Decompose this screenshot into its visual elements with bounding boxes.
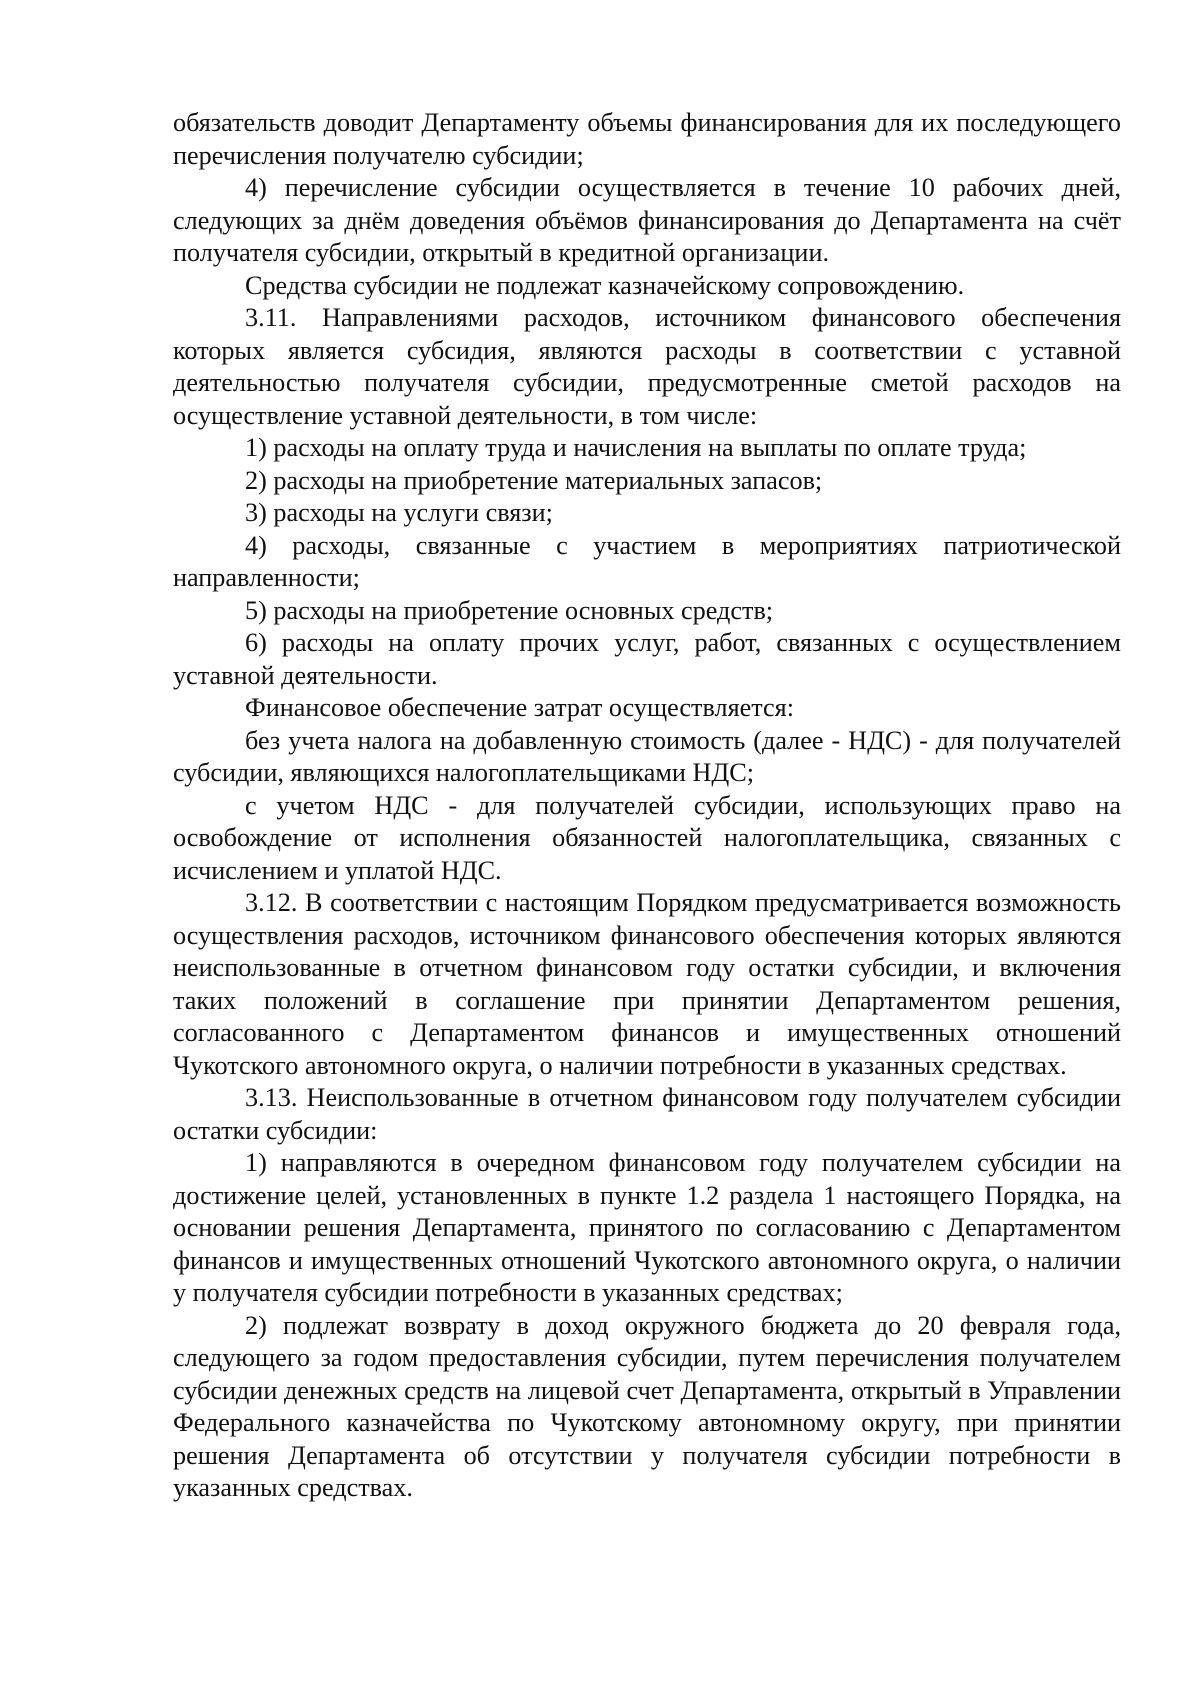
list-item-expense-1: 1) расходы на оплату труда и начисления на выплаты по оплате труда;	[245, 433, 1027, 462]
paragraph-without-vat: без учета налога на добавленную стоимость (далее - НДС) - для получателей субсидии, являющихся налогоплательщиками НДС;	[173, 725, 1121, 787]
list-item-remainder-2: 2) подлежат возврату в доход окружного бюджета до 20 февраля года, следующего за годом предоставления субсидии, путем перечисления получателем субсидии денежных средств на лицевой счет Департамента, открытый в Управлении Федерального казначейства по Чукотскому автономному округу, при принятии решения Департамента об отсутствии у получателя субсидии потребности в указанных средствах.	[173, 1310, 1121, 1502]
paragraph-3-13: 3.13. Неиспользованные в отчетном финансовом году получателем субсидии остатки субсидии:	[173, 1083, 1121, 1145]
list-item-expense-2: 2) расходы на приобретение материальных запасов;	[245, 465, 823, 495]
paragraph-3-11: 3.11. Направлениями расходов, источником финансового обеспечения которых является субсидия, являются расходы в соответствии с уставной деятельностью получателя субсидии, предусмотренные сметой расходов на осуществление уставной деятельности, в том числе:	[173, 303, 1121, 430]
list-item-expense-5: 5) расходы на приобретение основных средств;	[245, 595, 774, 625]
paragraph-financing-intro: Финансовое обеспечение затрат осуществляется:	[245, 693, 794, 722]
paragraph-with-vat: с учетом НДС - для получателей субсидии, использующих право на освобождение от исполнения обязанностей налогоплательщика, связанных с исчислением и уплатой НДС.	[173, 790, 1121, 885]
list-item-expense-6: 6) расходы на оплату прочих услуг, работ, связанных с осуществлением уставной деятельности.	[173, 628, 1121, 690]
paragraph-item-4-transfer: 4) перечисление субсидии осуществляется в течение 10 рабочих дней, следующих за днём доведения объёмов финансирования до Департамента на счёт получателя субсидии, открытый в кредитной организации.	[173, 173, 1121, 267]
document-page	[173, 107, 1121, 1505]
list-item-expense-3: 3) расходы на услуги связи;	[245, 498, 553, 527]
paragraph-continuation: обязательств доводит Департаменту объемы финансирования для их последующего перечисления получателю субсидии;	[173, 108, 1121, 170]
paragraph-3-12: 3.12. В соответствии с настоящим Порядком предусматривается возможность осуществления расходов, источником финансового обеспечения которых являются неиспользованные в отчетном финансовом году остатки субсидии, и включения таких положений в соглашение при принятии Департаментом решения, согласованного с Департаментом финансов и имущественных отношений Чукотского автономного округа, о наличии потребности в указанных средствах.	[173, 888, 1121, 1080]
list-item-expense-4: 4) расходы, связанные с участием в мероприятиях патриотической направленности;	[173, 530, 1121, 592]
list-item-remainder-1: 1) направляются в очередном финансовом году получателем субсидии на достижение целей, установленных в пункте 1.2 раздела 1 настоящего Порядка, на основании решения Департамента, принятого по согласованию с Департаментом финансов и имущественных отношений Чукотского автономного округа, о наличии у получателя субсидии потребности в указанных средствах;	[173, 1148, 1121, 1307]
paragraph-treasury-note: Средства субсидии не подлежат казначейскому сопровождению.	[245, 270, 965, 300]
